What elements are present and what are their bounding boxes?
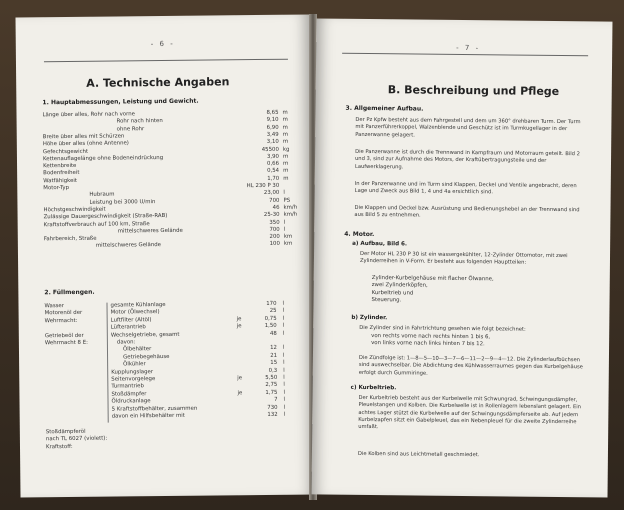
fill-item-value: 0,3 (268, 367, 278, 374)
spec-label: Kraftstoffverbrauch auf 100 km, Straße (43, 220, 150, 228)
right-page (312, 18, 613, 497)
spec-unit: m (282, 153, 289, 160)
fill-item-value: 0,75 (264, 315, 277, 322)
cylinder-item: von links vorne nach links hinten 7 bis 12. (371, 340, 485, 348)
subheading-b: b) Zylinder. (351, 314, 388, 322)
spec-value: 45500 (261, 146, 279, 153)
section-title-a: A. Technische Angaben (86, 75, 230, 90)
spec-unit: PS (283, 197, 291, 204)
spec-label: ohne Rohr (116, 125, 145, 133)
spec-value: 700 (269, 197, 280, 204)
fill-group-label: Kraftstoff: (45, 443, 73, 450)
fill-group-label: nach TL 6027 (violett): (45, 435, 108, 443)
section-heading-2: 2. Füllmengen. (44, 288, 95, 297)
fill-item-unit: l (283, 382, 285, 389)
fill-group-label: Wehrmacht: (44, 317, 78, 325)
fill-item-label: gesamte Kühlanlage (110, 301, 166, 309)
spec-value: 3,90 (266, 153, 279, 160)
spec-label: Rohr nach hinten (116, 118, 163, 125)
motor-part-item: zwei Zylinderköpfen, (371, 282, 428, 290)
spec-label: Watfähigkeit (43, 177, 78, 184)
spec-value: 3,10 (266, 138, 279, 146)
spec-label: Fahrbereich, Straße (43, 235, 97, 243)
paragraph-c2: Die Kolben sind aus Leichtmetall geschmiedet. (357, 450, 480, 459)
fill-item-value: 132 (267, 411, 278, 418)
header-rule-right (342, 53, 588, 57)
fill-item-value: 12 (270, 345, 278, 352)
spec-unit: m (283, 160, 289, 167)
spec-label: Leistung bei 3000 U/min (89, 198, 156, 206)
fill-item-je: je (236, 323, 242, 330)
structure-paragraph: Die Klappen und Deckel bzw. Ausrüstung und Bedienungshebel an der Trennwand sind aus Bild 5 zu entnehmen. (354, 204, 580, 219)
fill-item-label: Ölkühler (123, 361, 146, 368)
fill-table-divider (106, 303, 108, 423)
cylinder-item: von rechts vorne nach rechts hinten 1 bis 6, (371, 333, 491, 341)
spec-unit: l (283, 226, 286, 233)
fill-item-unit: l (283, 374, 285, 381)
fill-item-je: je (237, 389, 243, 397)
paragraph-b1: Die Zylinder sind in Fahrtrichtung gesehen wie folgt bezeichnet: (359, 324, 526, 333)
spec-label: Bodenfreiheit (43, 170, 80, 177)
spec-value: 8,65 (266, 109, 279, 116)
spec-value: 350 (269, 219, 280, 226)
spec-value: 700 (269, 226, 280, 233)
structure-paragraph: Die Panzerwanne ist durch die Trennwand in Kampfraum und Motorraum geteilt. Bild 2 und 3, sind zur Aufnahme des Motors, der Kraftübertragungsteile und der Laufwerklagerung. (354, 148, 580, 170)
section-title-b: B. Beschreibung und Pflege (387, 83, 560, 99)
fill-group-label: Stoßdämpferöl (45, 428, 86, 436)
spec-label: Länge über alles, Rohr nach vorne (42, 111, 135, 119)
spec-label: Höhe über alles (ohne Antenne) (42, 140, 129, 148)
left-page (15, 14, 314, 497)
spec-label: Zulässige Dauergeschwindigkeit (Straße-RAB) (43, 213, 168, 221)
fill-item-value: 1,75 (265, 389, 278, 396)
spec-value: 23,00 (263, 190, 280, 197)
page-number-right: - 7 - (456, 43, 481, 53)
fill-item-unit: l (283, 352, 285, 359)
spec-label: mittelschweres Gelände (95, 242, 162, 250)
fill-item-unit: l (282, 308, 285, 315)
motor-part-item: Zylinder-Kurbelgehäuse mit flacher Ölwanne, (371, 275, 494, 283)
spec-unit: kg (282, 146, 290, 153)
spec-value: 6,90 (266, 124, 279, 131)
spec-value: 0,66 (266, 160, 280, 168)
fill-item-value: 170 (266, 300, 277, 307)
spec-label: Motor-Typ (43, 185, 70, 192)
spec-label: Gefechtsgewicht (42, 148, 89, 155)
spec-value: 0,54 (267, 168, 280, 175)
spec-unit: km/h (283, 204, 298, 211)
fill-item-unit: l (282, 315, 285, 322)
fill-item-label: Getriebegehäuse (123, 353, 170, 361)
fill-item-value: 15 (270, 360, 278, 367)
fill-item-je: je (236, 315, 242, 323)
section-heading-3: 3. Allgemeiner Aufbau. (345, 104, 424, 113)
spec-value: 46 (272, 204, 280, 211)
fill-item-unit: l (282, 322, 285, 329)
fill-item-unit: l (283, 404, 286, 411)
fill-item-unit: l (282, 345, 285, 352)
spec-unit: m (282, 131, 289, 138)
page-number-left: - 6 - (150, 39, 175, 49)
fill-item-value: 2,75 (265, 382, 278, 389)
header-rule-left (44, 59, 288, 63)
spec-unit: m (282, 124, 288, 131)
spec-label: Kettenauflagelänge ohne Bodeneindrückung (42, 154, 164, 163)
spec-label: Höchstgeschwindigkeit (43, 206, 106, 214)
fill-item-label: davon ein Hilfsbehälter mit (111, 412, 185, 420)
spec-value: 25-30 (263, 211, 280, 219)
motor-part-item: Kurbeltrieb und (371, 289, 414, 297)
fill-group-label: Getriebeöl der (44, 332, 84, 339)
fill-item-value: 48 (269, 330, 277, 337)
fill-item-value: 21 (270, 352, 278, 359)
fill-item-unit: l (283, 411, 286, 418)
fill-item-unit: l (283, 359, 285, 366)
paragraph-b2: Die Zündfolge ist: 1—8—5—10—3—7—6—11—2—9—4—12. Die Zylinderlaufbüchsen sind auswechselbar. Die Abdichtung des Kühlwasserraumes gegen das Kurbelgehäuse erfolgt durch Gummiringe. (358, 354, 583, 377)
spec-unit: km (283, 233, 293, 240)
fill-item-label: Stoßdämpfer (111, 390, 147, 398)
fill-item-label: Seitenvorgelege (111, 376, 156, 383)
fill-item-je: je (237, 375, 243, 382)
spec-value: 200 (269, 233, 280, 240)
spec-unit: m (282, 117, 288, 124)
fill-item-label: Kupplungslager (111, 368, 154, 376)
spec-unit: m (283, 168, 289, 175)
fill-group-label: Wehrmacht 8 E: (44, 339, 88, 347)
subheading-c: c) Kurbeltrieb. (350, 384, 397, 392)
fill-item-label: Wechselgetriebe, gesamt (110, 331, 180, 339)
fill-item-label: Motor (Ölwechsel) (110, 309, 160, 316)
fill-item-value: 1,50 (264, 323, 277, 330)
spec-unit: m (282, 109, 288, 116)
fill-item-value: 730 (267, 404, 278, 411)
spec-label: Hubraum (89, 191, 115, 199)
spec-unit: m (282, 138, 289, 145)
spec-value: 3,49 (266, 131, 279, 138)
fill-item-label: Lüfterantrieb (110, 324, 146, 331)
fill-item-value: 25 (269, 308, 277, 315)
fill-item-label: Ölbehälter (122, 346, 152, 353)
spec-unit: l (283, 219, 286, 226)
fill-item-value: 7 (274, 397, 278, 404)
fill-group-label: Wasser (44, 303, 65, 310)
paragraph-c1: Der Kurbeltrieb besteht aus der Kurbelwelle mit Schwungrad, Schwingungsdämpfer, Pleuelstangen und Kolben. Die Kurbelwelle ist in Rollenlagern lebenslant gelagert. Ein achtes Lager stützt die Kurbelwelle auf der Schwingungsdämpferseite ab. Auf jedem Kurbelzapfen sitzt ein Gabelpleuel, das ein Nebenpleuel für die zweite Zylinderreihe umfaßt. (358, 394, 582, 431)
spec-unit: m (283, 175, 289, 182)
section-heading-4: 4. Motor. (344, 230, 375, 239)
fill-item-label: Turmantrieb (111, 383, 144, 390)
motor-part-item: Steuerung. (371, 297, 402, 304)
paragraph-a: Der Motor HL 230 P 30 ist ein wassergekühlter, 12-Zylinder Ottomotor, mit zwei Zylinderreihen in V-Form. Er besteht aus folgenden Hauptteilen: (359, 250, 568, 266)
fill-item-label: 5 Kraftstoffbehälter, zusammen (111, 405, 198, 413)
structure-paragraph: In der Panzerwanne und im Turm sind Klappen, Deckel und Ventile angebracht, deren Lage und Zweck aus Bild 1, 4 und 4a ersichtlich sind. (354, 180, 577, 196)
spec-label: Kettenbreite (43, 163, 77, 170)
spec-unit: l (283, 190, 285, 197)
fill-item-unit: l (282, 300, 285, 307)
fill-item-unit: l (283, 396, 286, 403)
subheading-a: a) Aufbau, Bild 6. (352, 240, 408, 248)
spec-value: 100 (269, 241, 280, 248)
fill-item-unit: l (283, 389, 285, 396)
spec-unit: km/h (283, 211, 298, 218)
spec-value: HL 230 P 30 (246, 182, 280, 190)
fill-item-unit: l (282, 330, 285, 337)
fill-item-value: 5,50 (265, 374, 278, 381)
fill-group-label: Motorenöl der (44, 310, 83, 317)
fill-item-label: Luftfilter (Altöl) (110, 316, 152, 324)
section-heading-1: 1. Hauptabmessungen, Leistung und Gewicht. (42, 97, 199, 107)
fill-item-unit: l (283, 367, 285, 374)
spec-label: mittelschweres Gelände (117, 227, 183, 235)
spec-label: Breite über alles mit Schürzen (42, 133, 125, 141)
spec-value: 1,70 (267, 175, 280, 182)
spec-value: 9,10 (266, 117, 279, 124)
fill-item-label: Öldruckanlage (111, 398, 151, 405)
fill-item-label: davon: (116, 339, 136, 346)
structure-paragraph: Der Pz Kpfw besteht aus dem Fahrgestell und dem um 360° drehbaren Turm. Der Turm mit Panzerführerkoppel, Walzenblende und Geschütz ist im Turmkugellager in der Panzerwanne gelagert. (355, 116, 581, 139)
spec-unit: km (283, 241, 293, 248)
